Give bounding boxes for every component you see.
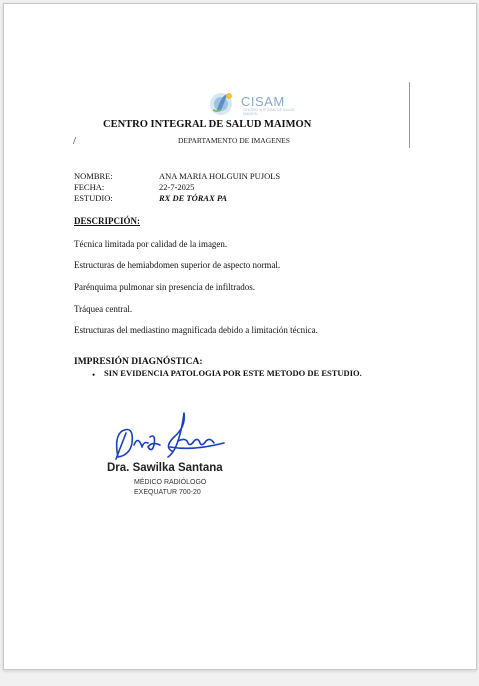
date-value: 22-7-2025 (159, 182, 195, 192)
logo-subtitle: CENTRO INTEGRAL DE SALUD MAIMON (243, 108, 295, 116)
document-page (3, 3, 477, 670)
logo-text: CISAM (241, 94, 285, 109)
cisam-logo (207, 88, 297, 118)
date-label: FECHA: (74, 182, 105, 192)
org-name: CENTRO INTEGRAL DE SALUD MAIMON (103, 119, 312, 130)
signer-exequatur: EXEQUATUR 700-20 (134, 489, 201, 496)
study-label: ESTUDIO: (74, 193, 113, 203)
study-value: RX DE TÓRAX PA (159, 193, 228, 203)
name-label: NOMBRE: (74, 171, 113, 181)
signer-role: MÉDICO RADIÓLOGO (134, 479, 207, 486)
margin-line (409, 82, 410, 148)
description-title: DESCRIPCIÓN: (74, 216, 141, 226)
description-line: Tráquea central. (74, 304, 133, 314)
department-name: DEPARTAMENTO DE IMAGENES (178, 136, 290, 145)
description-line: Estructuras de hemiabdomen superior de aspecto normal. (74, 260, 281, 270)
description-line: Estructuras del mediastino magnificada debido a limitación técnica. (74, 325, 318, 335)
description-line: Parénquima pulmonar sin presencia de infiltrados. (74, 282, 255, 292)
description-line: Técnica limitada por calidad de la imagen. (74, 239, 228, 249)
signer-name: Dra. Sawilka Santana (107, 462, 223, 474)
name-value: ANA MARIA HOLGUIN PUJOLS (159, 171, 281, 181)
header-mark: / (73, 135, 77, 147)
bullet-icon: • (92, 370, 96, 380)
logo-emblem-icon (207, 88, 241, 118)
impression-title: IMPRESIÓN DIAGNÓSTICA: (74, 357, 203, 367)
handwritten-signature (108, 407, 228, 463)
impression-item: SIN EVIDENCIA PATOLOGIA POR ESTE METODO DE ESTUDIO. (104, 368, 362, 378)
